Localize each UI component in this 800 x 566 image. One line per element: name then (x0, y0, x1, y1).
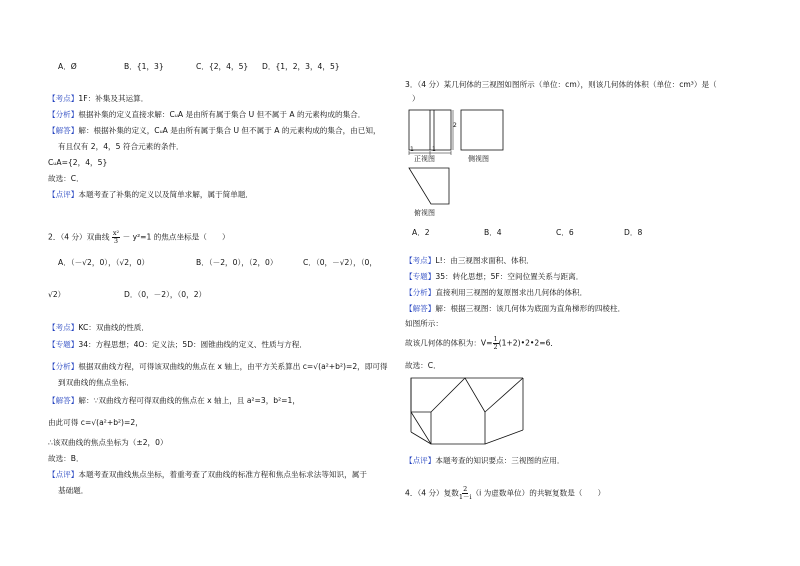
q3-option-b: B．4 (484, 228, 502, 237)
q1-option-a: A．Ø (58, 62, 77, 71)
q2-frac-num: x² (112, 229, 120, 237)
q2-jieda-line2: 由此可得 c=√(a²+b²)=2， (48, 418, 143, 427)
q1-result: CᵤA={2，4，5} (48, 158, 108, 167)
q2-fenxi-text: 根据双曲线方程，可得该双曲线的焦点在 x 轴上，由平方关系算出 c=√(a²+b²)=2，即可得 (78, 362, 388, 371)
q1-jieda-text: 解：根据补集的定义，CᵤA 是由所有属于集合 U 但不属于 A 的元素构成的集合，由已知， (78, 126, 381, 135)
q2-jieda-line3: ∴该双曲线的焦点坐标为（±2，0） (48, 438, 168, 447)
q3-volume-num: 1 (493, 335, 498, 343)
front-view-label: 正视图 (414, 155, 435, 163)
q2-stem (48, 230, 230, 245)
q3-jieda-text: 解：根据三视图：该几何体为底面为直角梯形的四棱柱． (435, 304, 626, 313)
q1-option-c: C．{2，4，5} (196, 62, 249, 71)
q1-dianping (48, 190, 253, 200)
dim-label-2: 2 (453, 122, 457, 129)
q1-answer: 故选：C． (48, 174, 84, 183)
three-view-diagram (405, 106, 515, 222)
q2-fenxi (48, 362, 388, 372)
fenxi-tag: 【分析】 (48, 110, 79, 119)
dianping-tag: 【点评】 (405, 456, 436, 465)
q3-zhuanti-text: 35：转化思想；5F：空间位置关系与距离． (435, 272, 584, 281)
q3-fenxi (405, 288, 587, 298)
dianping-tag: 【点评】 (48, 190, 79, 199)
q4-suffix: （i 为虚数单位）的共轭复数是（ ） (471, 488, 606, 498)
q2-frac-den: 3 (113, 237, 119, 245)
q1-fenxi (48, 110, 365, 120)
zhuanti-tag: 【专题】 (405, 272, 436, 281)
dim-label-1b: 1 (432, 146, 436, 153)
q3-option-c: C．6 (556, 228, 574, 237)
q2-dianping-text: 本题考查双曲线焦点坐标，着重考查了双曲线的标准方程和焦点坐标求法等知识，属于 (78, 470, 367, 479)
q2-dianping-line2: 基础题． (58, 486, 89, 495)
q4-frac-num: 2 (463, 485, 468, 493)
q3-answer: 故选：C． (405, 361, 441, 370)
q4-frac-den: 1－i (458, 493, 472, 501)
q3-volume-suffix: (1+2)•2•2=6． (498, 338, 559, 348)
q2-jieda-text: 解：∵双曲线方程可得双曲线的焦点在 x 轴上，且 a²=3，b²=1， (78, 396, 300, 405)
prism-figure (405, 372, 527, 448)
q3-volume (405, 336, 558, 351)
q3-zhuanti (405, 272, 583, 282)
q2-option-c-cont: √2） (48, 290, 66, 299)
q1-option-d: D．{1，2，3，4，5} (262, 62, 340, 71)
q1-kaodian (48, 94, 148, 104)
q3-volume-prefix: 故该几何体的体积为：V= (405, 338, 493, 348)
kaodian-tag: 【考点】 (48, 94, 79, 103)
q1-option-b: B．{1，3} (124, 62, 164, 71)
jieda-tag: 【解答】 (48, 126, 79, 135)
dianping-tag: 【点评】 (48, 470, 79, 479)
q1-kaodian-text: 1F：补集及其运算． (78, 94, 149, 103)
q2-jieda (48, 396, 300, 406)
q3-fenxi-text: 直接利用三视图的复原图求出几何体的体积． (435, 288, 588, 297)
q1-dianping-text: 本题考查了补集的定义以及简单求解，属于简单题． (78, 190, 254, 199)
zhuanti-tag: 【专题】 (48, 340, 79, 349)
kaodian-tag: 【考点】 (405, 256, 436, 265)
top-view (409, 168, 449, 204)
jieda-tag: 【解答】 (405, 304, 436, 313)
kaodian-tag: 【考点】 (48, 323, 79, 332)
q4-stem (405, 486, 605, 501)
top-view-label: 俯视图 (414, 209, 435, 217)
front-view (409, 110, 453, 155)
q3-dianping (405, 456, 564, 466)
q3-kaodian-text: L!：由三视图求面积、体积． (435, 256, 534, 265)
q2-dianping (48, 470, 367, 480)
dim-label-1a: 1 (410, 146, 414, 153)
q2-option-a: A．（－√2，0），（√2，0） (58, 258, 150, 267)
q1-jieda-line2: 有且仅有 2，4，5 符合元素的条件． (58, 142, 184, 151)
q2-zhuanti (48, 340, 307, 350)
q2-prefix: 2．（4 分）双曲线 (48, 232, 110, 242)
fenxi-tag: 【分析】 (405, 288, 436, 297)
q2-option-b: B．（－2，0），（2，0） (196, 258, 278, 267)
q3-kaodian (405, 256, 534, 266)
q2-answer: 故选：B． (48, 454, 84, 463)
q2-option-d: D．（0，－2），（0，2） (124, 290, 207, 299)
q3-volume-den: 2 (493, 343, 498, 351)
fenxi-tag: 【分析】 (48, 362, 79, 371)
q1-fenxi-text: 根据补集的定义直接求解：CᵤA 是由所有属于集合 U 但不属于 A 的元素构成的集合． (78, 110, 366, 119)
q3-option-a: A．2 (412, 228, 430, 237)
q2-zhuanti-text: 34：方程思想；4O：定义法；5D：圆锥曲线的定义、性质与方程． (78, 340, 307, 349)
q3-dianping-text: 本题考查的知识要点：三视图的应用． (435, 456, 565, 465)
q2-fenxi-line2: 到双曲线的焦点坐标． (58, 378, 134, 387)
q2-kaodian (48, 323, 149, 333)
q2-kaodian-text: KC：双曲线的性质． (78, 323, 149, 332)
q4-prefix: 4．（4 分）复数 (405, 488, 459, 498)
side-view-label: 侧视图 (468, 155, 489, 163)
q2-suffix: － y²=1 的焦点坐标是（ ） (122, 232, 230, 242)
q1-jieda (48, 126, 381, 136)
q2-option-c: C．（0，－√2），（0， (303, 258, 377, 267)
q2-fraction (112, 230, 120, 245)
q3-stem: 3．（4 分）某几何体的三视图如图所示（单位：cm），则该几何体的体积（单位：cm³）是（ (405, 80, 717, 89)
q3-option-d: D．8 (624, 228, 643, 237)
q3-jieda (405, 304, 625, 314)
side-view (461, 110, 503, 150)
q4-fraction (459, 486, 472, 501)
q3-ru-tu: 如图所示： (405, 319, 443, 328)
q3-stem-line2: ） (412, 94, 420, 103)
jieda-tag: 【解答】 (48, 396, 79, 405)
